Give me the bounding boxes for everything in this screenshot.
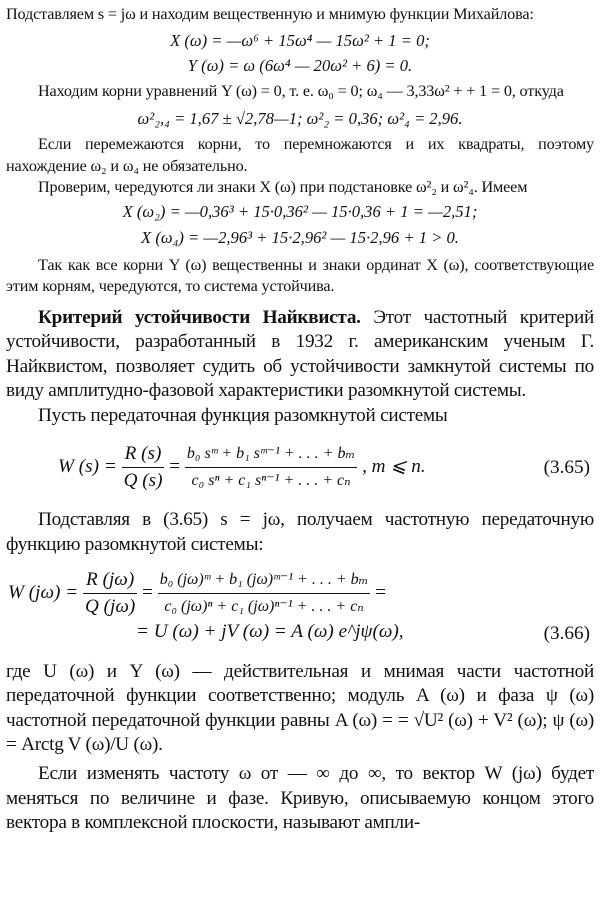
eq66-lhs: W (jω) = <box>8 581 79 603</box>
eq66-q-jw: Q (jω) <box>84 595 136 617</box>
paragraph-roots: Находим корни уравнений Y (ω) = 0, т. е. ω₀ = 0; ω₄ — 3,33ω² + + 1 = 0, откуда <box>38 81 564 100</box>
eq66-tail: = <box>375 581 387 603</box>
eq65-lhs: W (s) = <box>58 456 117 478</box>
eq66-r-jw: R (jω) <box>83 568 137 594</box>
equation-3-66-line1: W (jω) = $\frac{R (j\omega)}{Q (j\omega)}$ = $\frac{\text{b₀ (jω)ᵐ + b₁ (jω)ᵐ⁻¹ + . . . + bₘ}}{\text{c₀ (jω)ⁿ + c₁ (jω)ⁿ⁻¹ + . . . + cₙ}}$ = <box>8 568 387 617</box>
eq65-fraction-rq <box>122 442 165 493</box>
book-page <box>6 4 594 836</box>
eq65-denominator: c₀ sⁿ + c₁ sⁿ⁻¹ + . . . + cₙ <box>191 472 351 490</box>
eq65-q-s: Q (s) <box>123 470 163 492</box>
section-heading: Критерий устойчивости Найквиста. <box>38 306 361 328</box>
equation-number-3-65: (3.65) <box>543 457 590 479</box>
eq66-denominator: c₀ (jω)ⁿ + c₁ (jω)ⁿ⁻¹ + . . . + cₙ <box>164 597 364 615</box>
eq65-condition: , m ⩽ n. <box>362 456 426 478</box>
eq66-numerator: b₀ (jω)ᵐ + b₁ (jω)ᵐ⁻¹ + . . . + bₘ <box>158 568 371 594</box>
eq66-fraction-rq <box>83 568 137 619</box>
paragraph-vector: Если изменять частоту ω от — ∞ до ∞, то вектор W (jω) будет меняться по величине и фазе. Кривую, описываемую концом этого вектора в комплексной плоскости, называют ампли- <box>6 763 594 834</box>
paragraph-interleaving: Если перемежаются корни, то перемножаются и их квадраты, поэтому нахождение ω₂ и ω₄ не обязательно. <box>6 135 594 175</box>
equation-x-omega: X (ω) = —ω⁶ + 15ω⁴ — 15ω² + 1 = 0; <box>170 30 430 50</box>
paragraph-substitution: Подставляя в (3.65) s = jω, получаем частотную передаточную функцию разомкнутой системы: <box>6 509 594 556</box>
paragraph-nyquist-criterion <box>6 306 594 404</box>
equation-number-3-66: (3.66) <box>543 622 590 644</box>
paragraph-transfer-function: Пусть передаточная функция разомкнутой системы <box>38 404 448 426</box>
equation-roots-values: ω²₂,₄ = 1,67 ± √2,78—1; ω²₂ = 0,36; ω²₄ = 2,96. <box>137 109 463 128</box>
equation-3-65: W (s) = $\frac{R (s)}{Q (s)}$ = $\frac{\text{b₀ sᵐ + b₁ sᵐ⁻¹ + . . . + bₘ}}{\text{c₀ sⁿ + c₁ sⁿ⁻¹ + . . . + cₙ}}$ , m ⩽ n. (3.65) <box>58 443 590 492</box>
nyquist-description: Этот частотный критерий устойчивости, разработанный в 1932 г. американским ученым Г. Найквистом, позволяет судить об устойчивости замкнутой системы по виду амплитудно-фазовой характеристики разомкнутой системы. <box>6 306 595 402</box>
equation-3-66-line2 <box>6 620 594 650</box>
eq65-r-s: R (s) <box>122 442 165 468</box>
eq65-numerator: b₀ sᵐ + b₁ sᵐ⁻¹ + . . . + bₘ <box>185 442 357 468</box>
paragraph-check-signs: Проверим, чередуются ли знаки X (ω) при подстановке ω²₂ и ω²₄. Имеем <box>38 178 528 196</box>
equation-x-omega4: X (ω₄) = —2,96³ + 15·2,96² — 15·2,96 + 1 > 0. <box>141 227 459 247</box>
paragraph-stable-conclusion: Так как все корни Y (ω) вещественны и знаки ординат X (ω), соответствующие этим корням, чередуются, то система устойчива. <box>6 255 594 295</box>
equation-y-omega: Y (ω) = ω (6ω⁴ — 20ω² + 6) = 0. <box>187 55 413 75</box>
equation-x-omega2: X (ω₂) = —0,36³ + 15·0,36² — 15·0,36 + 1 = —2,51; <box>122 201 478 221</box>
eq66-line2: = U (ω) + jV (ω) = A (ω) e^jψ(ω), <box>136 620 404 642</box>
eq66-fraction-polynomials <box>158 568 371 619</box>
eq65-fraction-polynomials <box>185 442 357 493</box>
paragraph-mikhailov-substitution: Подставляем s = jω и находим вещественную и мнимую функции Михайлова: <box>6 5 534 23</box>
paragraph-definitions: где U (ω) и Y (ω) — действительная и мнимая части частотной передаточной функции соответственно; модуль A (ω) и фаза ψ (ω) частотной передаточной функции равны A (ω) = = √U² (ω) + V² (ω); ψ (ω) = Arctg V (ω)/U (ω). <box>6 660 594 756</box>
